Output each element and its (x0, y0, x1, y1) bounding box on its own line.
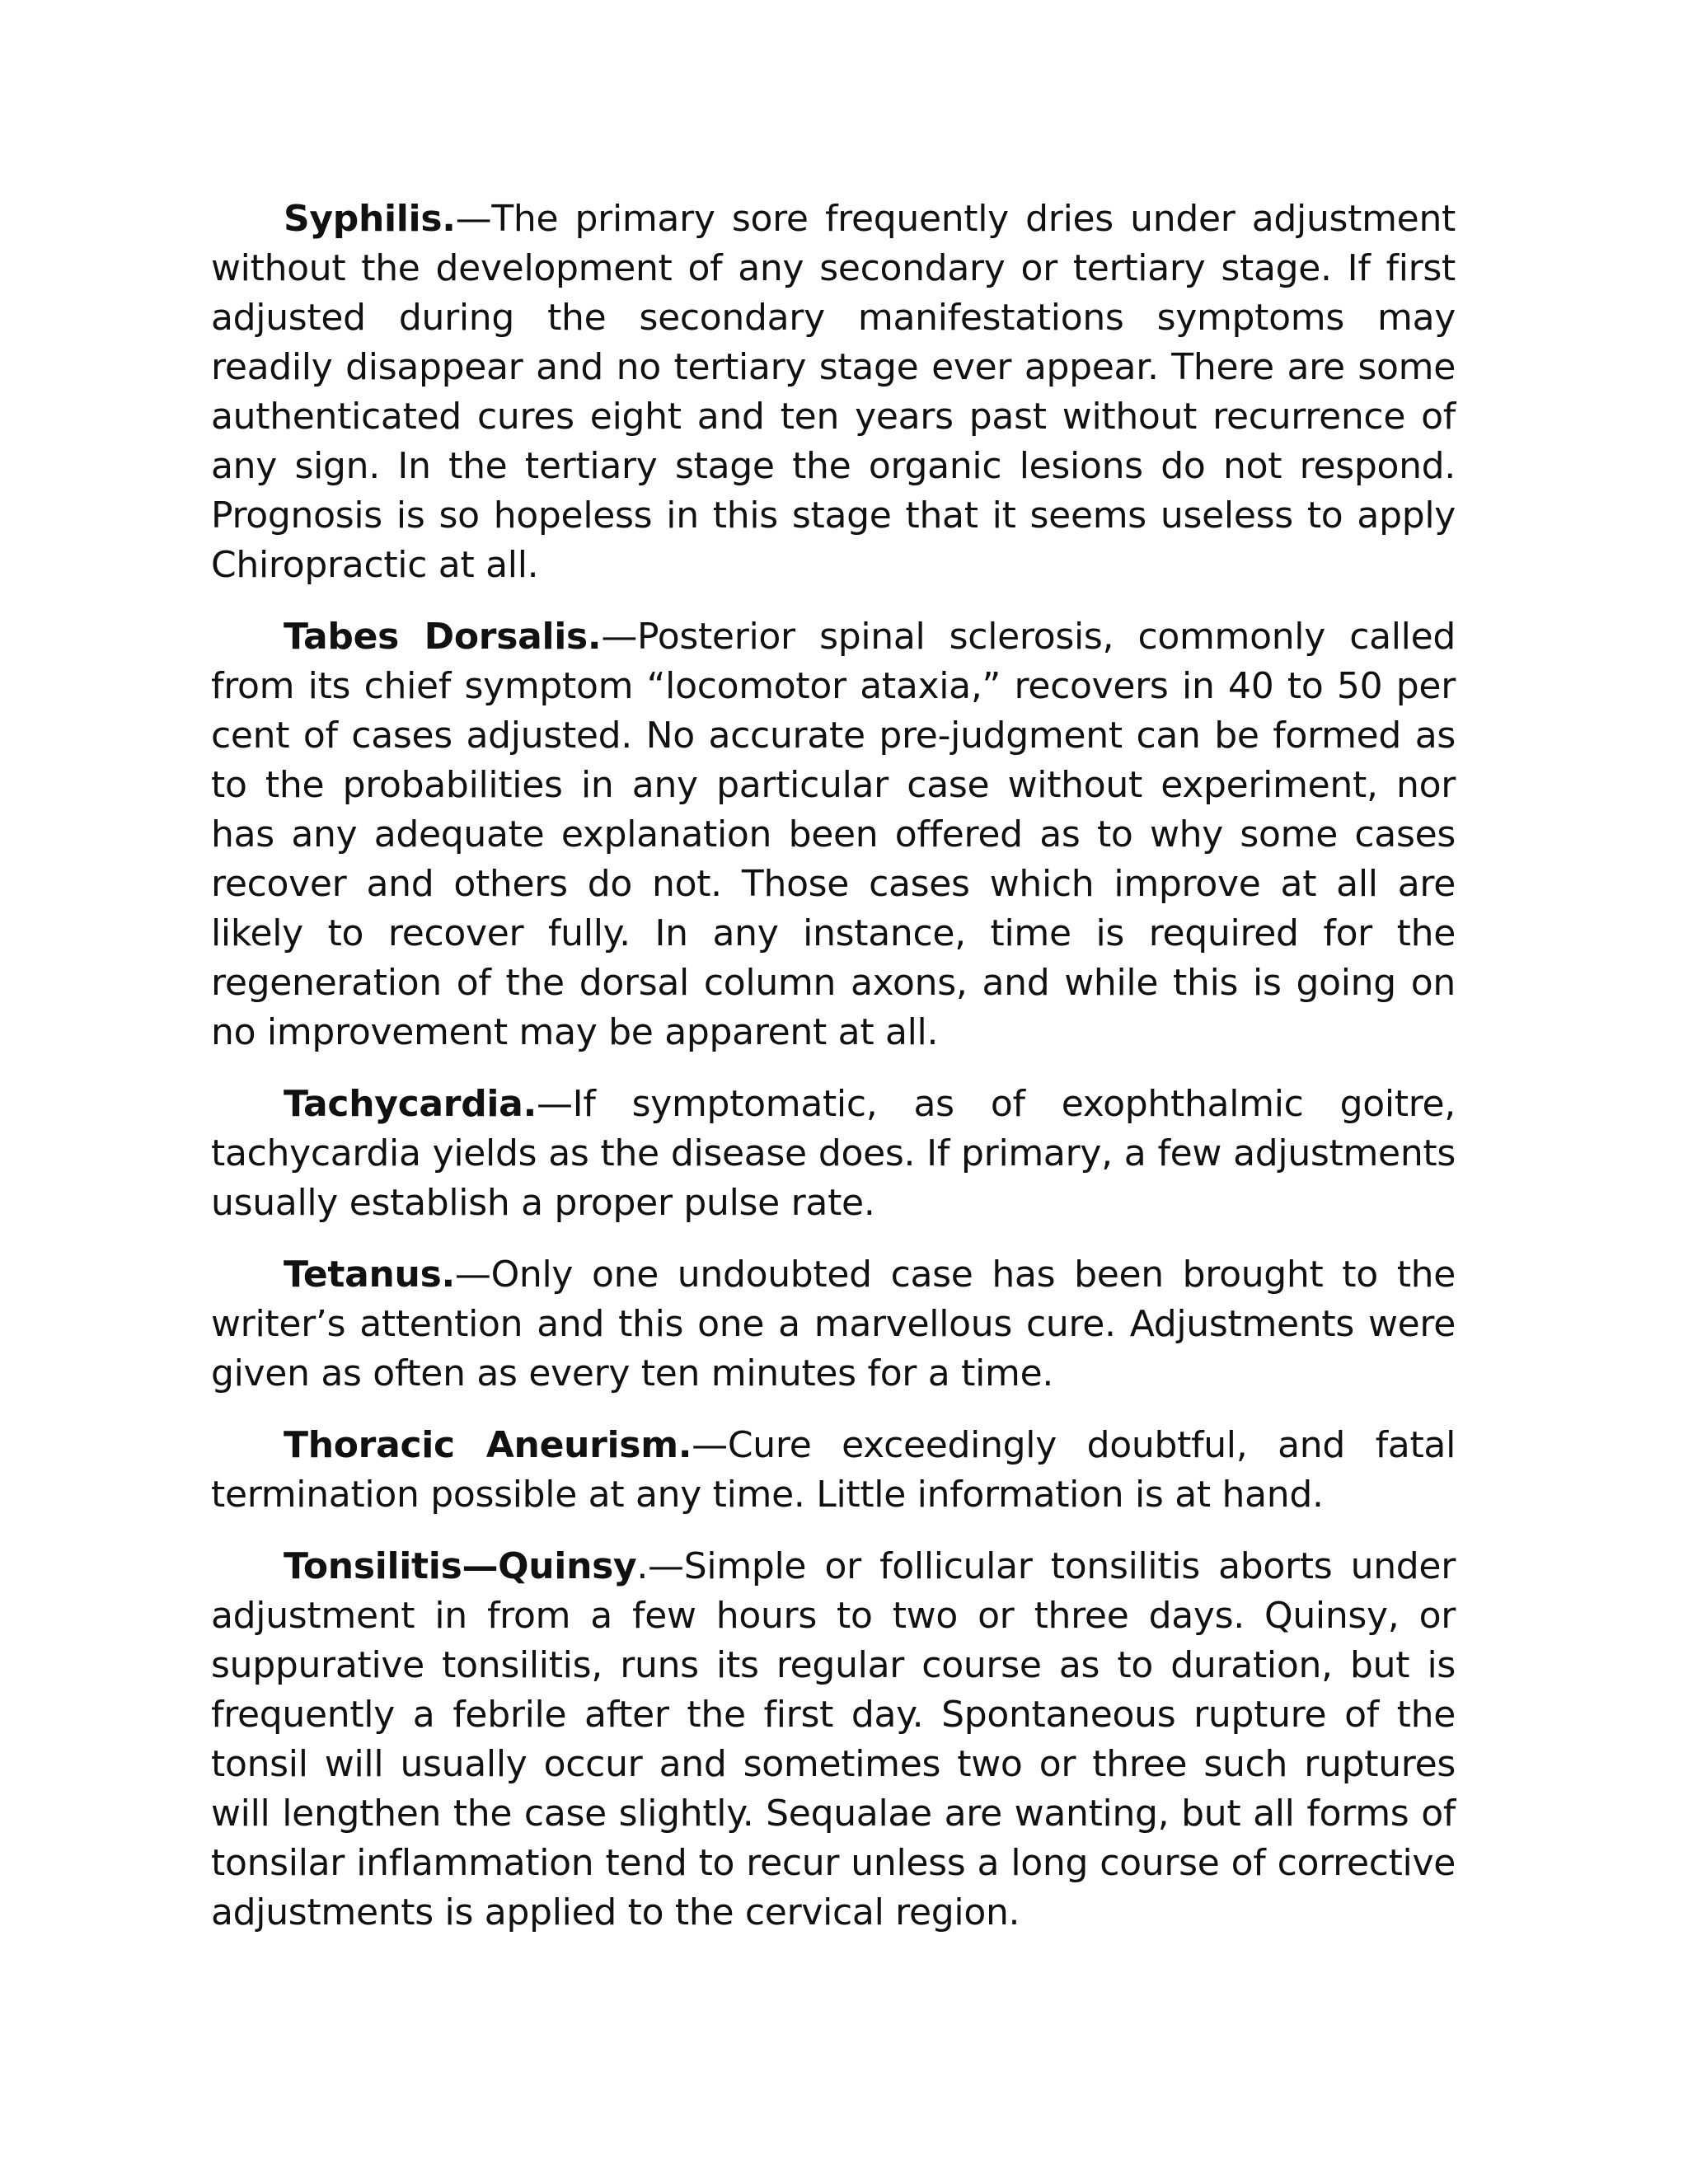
entry-tonsilitis-quinsy (211, 1542, 1456, 1938)
entry-term: Tonsilitis—Quinsy (284, 1545, 637, 1587)
entry-tetanus (211, 1250, 1456, 1399)
entry-tachycardia (211, 1080, 1456, 1228)
entry-term: Tetanus. (284, 1254, 455, 1296)
entry-text: —Cure exceedingly doubtful, and fatal termination possible at any time. Little information is at hand. (211, 1424, 1456, 1516)
entry-term: Tabes Dorsalis. (284, 616, 602, 658)
entry-text: .—Simple or follicular tonsilitis aborts under adjustment in from a few hours to two or three days. Quinsy, or suppurative tonsilitis, runs its regular course as to duration, but is frequently a febrile after the first day. Spontaneous rupture of the tonsil will usually occur and sometimes two or three such ruptures will lengthen the case slightly. Sequalae are wanting, but all forms of tonsilar inflammation tend to recur unless a long course of corrective adjustments is applied to the cervical region. (211, 1545, 1456, 1933)
entry-term: Thoracic Aneurism. (284, 1424, 692, 1466)
entry-tabes-dorsalis (211, 612, 1456, 1057)
entry-syphilis (211, 194, 1456, 590)
entry-text: —Only one undoubted case has been brought to the writer’s attention and this one a marvellous cure. Adjustments were given as often as every ten minutes for a time. (211, 1254, 1456, 1394)
entry-text: —Posterior spinal sclerosis, commonly called from its chief symptom “locomotor ataxia,” recovers in 40 to 50 per cent of cases adjusted. No accurate pre-judgment can be formed as to the probabilities in any particular case without experiment, nor has any adequate explanation been offered as to why some cases recover and others do not. Those cases which improve at all are likely to recover fully. In any instance, time is required for the regeneration of the dorsal column axons, and while this is going on no improvement may be apparent at all. (211, 616, 1456, 1053)
entry-text: —If symptomatic, as of exophthalmic goitre, tachycardia yields as the disease does. If primary, a few adjustments usually establish a proper pulse rate. (211, 1083, 1456, 1224)
document-page (211, 194, 1456, 1960)
entry-text: —The primary sore frequently dries under adjustment without the development of any secondary or tertiary stage. If first adjusted during the secondary manifestations symptoms may readily disappear and no tertiary stage ever appear. There are some authenticated cures eight and ten years past without recurrence of any sign. In the tertiary stage the organic lesions do not respond. Prognosis is so hopeless in this stage that it seems useless to apply Chiropractic at all. (211, 198, 1456, 586)
entry-term: Tachycardia. (284, 1083, 537, 1125)
entry-term: Syphilis. (284, 198, 456, 240)
entry-thoracic-aneurism (211, 1421, 1456, 1520)
